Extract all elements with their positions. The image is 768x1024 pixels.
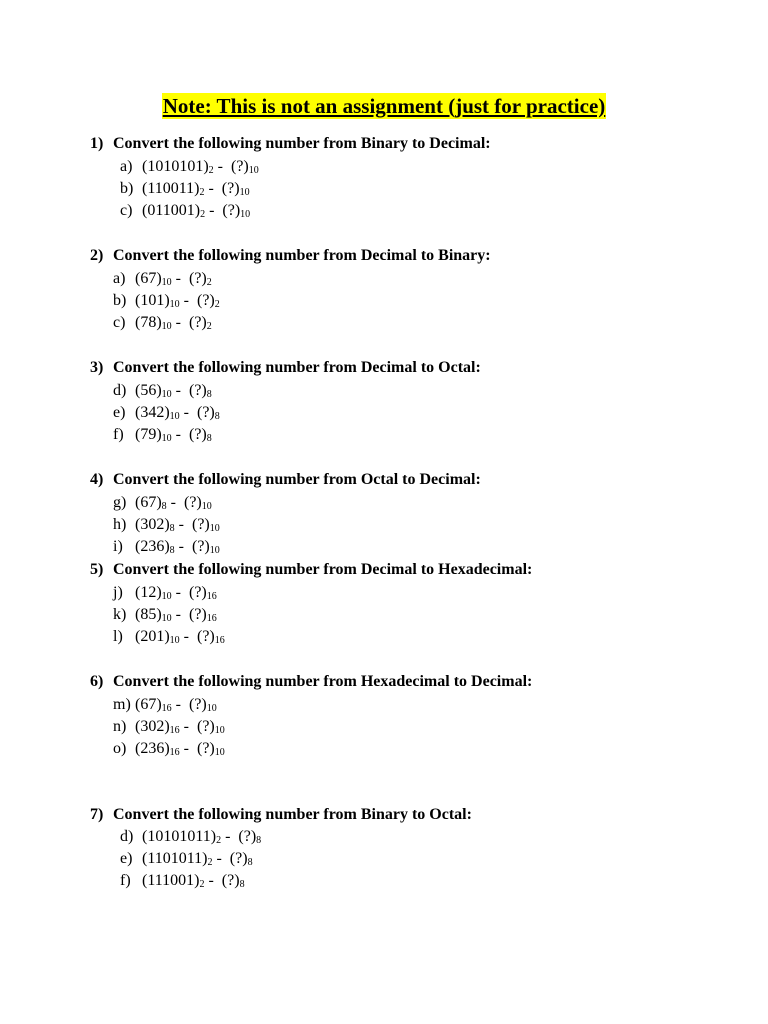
source-base-subscript: 16 — [169, 725, 180, 736]
answer-placeholder: (?) — [188, 584, 207, 601]
question-number: 2) — [90, 247, 104, 264]
target-base-subscript: 10 — [214, 725, 225, 736]
source-base-subscript: 10 — [161, 613, 172, 624]
dash-separator: - — [183, 404, 189, 421]
conversion-item — [113, 492, 212, 514]
item-letter: k) — [113, 606, 127, 623]
question-heading — [90, 469, 481, 491]
source-base-subscript: 10 — [161, 389, 172, 400]
conversion-item — [120, 200, 250, 222]
source-base-subscript: 10 — [169, 299, 180, 310]
item-letter: d) — [113, 382, 127, 399]
conversion-item — [113, 290, 220, 312]
answer-placeholder: (?) — [188, 696, 207, 713]
item-letter: e) — [113, 404, 126, 421]
item-value: (67) — [135, 270, 162, 287]
question-number: 3) — [90, 359, 104, 376]
item-value: (1010101) — [142, 158, 209, 175]
source-base-subscript: 8 — [161, 501, 167, 512]
target-base-subscript: 2 — [214, 299, 220, 310]
answer-placeholder: (?) — [191, 516, 210, 533]
conversion-item — [113, 716, 225, 738]
target-base-subscript: 16 — [214, 635, 225, 646]
dash-separator: - — [175, 584, 181, 601]
item-value: (67) — [135, 494, 162, 511]
source-base-subscript: 8 — [169, 523, 175, 534]
item-value: (302) — [135, 516, 170, 533]
item-letter: l) — [113, 628, 123, 645]
target-base-subscript: 10 — [240, 209, 251, 220]
item-value: (111001) — [142, 872, 200, 889]
answer-placeholder: (?) — [229, 850, 248, 867]
conversion-item — [113, 604, 217, 626]
conversion-item — [113, 582, 217, 604]
target-base-subscript: 16 — [206, 591, 217, 602]
answer-placeholder: (?) — [196, 292, 215, 309]
dash-separator: - — [170, 494, 176, 511]
conversion-item — [120, 156, 259, 178]
item-value: (10101011) — [142, 828, 217, 845]
item-letter: n) — [113, 718, 127, 735]
conversion-item — [113, 536, 220, 558]
answer-placeholder: (?) — [196, 740, 215, 757]
item-value: (79) — [135, 426, 162, 443]
conversion-item — [113, 694, 217, 716]
conversion-item — [120, 870, 245, 892]
item-letter: a) — [120, 158, 133, 175]
dash-separator: - — [225, 828, 231, 845]
item-value: (56) — [135, 382, 162, 399]
source-base-subscript: 10 — [161, 277, 172, 288]
item-value: (236) — [135, 538, 170, 555]
answer-placeholder: (?) — [230, 158, 249, 175]
target-base-subscript: 8 — [214, 411, 220, 422]
source-base-subscript: 10 — [161, 433, 172, 444]
target-base-subscript: 10 — [239, 187, 250, 198]
answer-placeholder: (?) — [188, 382, 207, 399]
dash-separator: - — [175, 270, 181, 287]
target-base-subscript: 10 — [201, 501, 212, 512]
question-number: 5) — [90, 561, 104, 578]
source-base-subscript: 16 — [169, 747, 180, 758]
item-value: (85) — [135, 606, 162, 623]
question-number: 4) — [90, 471, 104, 488]
target-base-subscript: 2 — [206, 321, 212, 332]
source-base-subscript: 8 — [169, 545, 175, 556]
item-value: (236) — [135, 740, 170, 757]
source-base-subscript: 2 — [207, 857, 213, 868]
answer-placeholder: (?) — [221, 180, 240, 197]
question-number: 1) — [90, 135, 104, 152]
answer-placeholder: (?) — [188, 426, 207, 443]
question-heading — [90, 559, 532, 581]
dash-separator: - — [208, 872, 214, 889]
target-base-subscript: 10 — [206, 703, 217, 714]
target-base-subscript: 10 — [209, 545, 220, 556]
item-value: (78) — [135, 314, 162, 331]
answer-placeholder: (?) — [183, 494, 202, 511]
target-base-subscript: 8 — [206, 433, 212, 444]
note-wrapper — [0, 93, 768, 119]
target-base-subscript: 8 — [239, 879, 245, 890]
answer-placeholder: (?) — [196, 628, 215, 645]
target-base-subscript: 8 — [247, 857, 253, 868]
question-heading — [90, 133, 491, 155]
answer-placeholder: (?) — [188, 606, 207, 623]
target-base-subscript: 8 — [206, 389, 212, 400]
dash-separator: - — [216, 850, 222, 867]
question-text: Convert the following number from Decimal to Octal: — [113, 359, 481, 376]
dash-separator: - — [183, 292, 189, 309]
dash-separator: - — [183, 740, 189, 757]
question-heading — [90, 671, 532, 693]
answer-placeholder: (?) — [188, 270, 207, 287]
source-base-subscript: 10 — [169, 411, 180, 422]
conversion-item — [120, 848, 253, 870]
answer-placeholder: (?) — [196, 404, 215, 421]
question-text: Convert the following number from Decimal to Binary: — [113, 247, 491, 264]
source-base-subscript: 10 — [161, 321, 172, 332]
question-text: Convert the following number from Hexadecimal to Decimal: — [113, 673, 533, 690]
dash-separator: - — [175, 606, 181, 623]
dash-separator: - — [183, 628, 189, 645]
dash-separator: - — [175, 314, 181, 331]
conversion-item — [120, 826, 261, 848]
source-base-subscript: 16 — [161, 703, 172, 714]
target-base-subscript: 10 — [248, 165, 259, 176]
dash-separator: - — [217, 158, 223, 175]
item-letter: f) — [113, 426, 124, 443]
answer-placeholder: (?) — [221, 872, 240, 889]
dash-separator: - — [209, 202, 215, 219]
item-letter: f) — [120, 872, 131, 889]
conversion-item — [113, 402, 220, 424]
item-value: (302) — [135, 718, 170, 735]
conversion-item — [113, 626, 225, 648]
conversion-item — [113, 738, 225, 760]
item-letter: h) — [113, 516, 127, 533]
source-base-subscript: 2 — [208, 165, 214, 176]
source-base-subscript: 10 — [161, 591, 172, 602]
answer-placeholder: (?) — [191, 538, 210, 555]
source-base-subscript: 2 — [199, 879, 205, 890]
dash-separator: - — [175, 382, 181, 399]
item-letter: o) — [113, 740, 127, 757]
answer-placeholder: (?) — [188, 314, 207, 331]
item-letter: i) — [113, 538, 123, 555]
item-letter: a) — [113, 270, 126, 287]
question-text: Convert the following number from Binary to Decimal: — [113, 135, 491, 152]
conversion-item — [113, 380, 212, 402]
source-base-subscript: 10 — [169, 635, 180, 646]
question-heading — [90, 357, 481, 379]
question-text: Convert the following number from Binary to Octal: — [113, 806, 472, 823]
item-letter: j) — [113, 584, 123, 601]
conversion-item — [120, 178, 250, 200]
target-base-subscript: 10 — [209, 523, 220, 534]
item-value: (110011) — [142, 180, 200, 197]
dash-separator: - — [183, 718, 189, 735]
practice-note-title: Note: This is not an assignment (just for practice) — [162, 94, 606, 118]
item-value: (67) — [135, 696, 162, 713]
answer-placeholder: (?) — [238, 828, 257, 845]
item-letter: b) — [113, 292, 127, 309]
source-base-subscript: 2 — [199, 187, 205, 198]
question-text: Convert the following number from Octal to Decimal: — [113, 471, 481, 488]
answer-placeholder: (?) — [196, 718, 215, 735]
dash-separator: - — [175, 696, 181, 713]
question-heading — [90, 804, 472, 826]
answer-placeholder: (?) — [222, 202, 241, 219]
item-letter: d) — [120, 828, 134, 845]
item-letter: g) — [113, 494, 127, 511]
item-value: (342) — [135, 404, 170, 421]
item-letter: b) — [120, 180, 134, 197]
dash-separator: - — [178, 516, 184, 533]
target-base-subscript: 16 — [206, 613, 217, 624]
question-number: 7) — [90, 806, 104, 823]
conversion-item — [113, 312, 212, 334]
target-base-subscript: 10 — [214, 747, 225, 758]
target-base-subscript: 2 — [206, 277, 212, 288]
item-value: (12) — [135, 584, 162, 601]
item-letter: e) — [120, 850, 133, 867]
item-value: (1101011) — [142, 850, 208, 867]
question-number: 6) — [90, 673, 104, 690]
item-value: (011001) — [142, 202, 201, 219]
item-letter: m) — [113, 696, 131, 713]
question-text: Convert the following number from Decimal to Hexadecimal: — [113, 561, 533, 578]
target-base-subscript: 8 — [256, 835, 262, 846]
source-base-subscript: 2 — [216, 835, 222, 846]
question-heading — [90, 245, 491, 267]
dash-separator: - — [175, 426, 181, 443]
conversion-item — [113, 514, 220, 536]
dash-separator: - — [208, 180, 214, 197]
item-value: (101) — [135, 292, 170, 309]
conversion-item — [113, 424, 212, 446]
source-base-subscript: 2 — [200, 209, 206, 220]
conversion-item — [113, 268, 212, 290]
item-value: (201) — [135, 628, 170, 645]
dash-separator: - — [178, 538, 184, 555]
item-letter: c) — [113, 314, 126, 331]
item-letter: c) — [120, 202, 133, 219]
